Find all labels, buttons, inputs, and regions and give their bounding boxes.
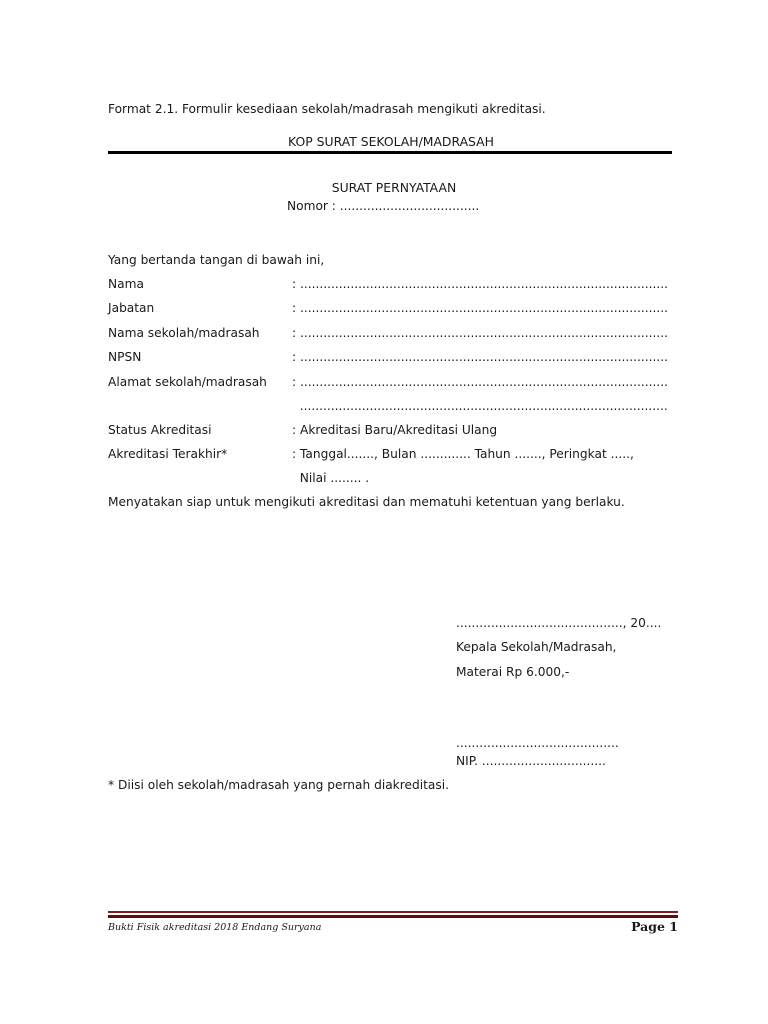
signature-title: Kepala Sekolah/Madrasah,	[456, 640, 617, 654]
field-label-alamat: Alamat sekolah/madrasah	[108, 375, 267, 389]
letterhead-placeholder	[0, 134, 768, 149]
letterhead-text: KOP SURAT SEKOLAH/MADRASAH	[288, 134, 494, 149]
document-number: Nomor : ....................................	[287, 199, 480, 213]
field-value-alamat: : ...............................................................................................	[292, 375, 669, 389]
field-value-nilai: Nilai ........ .	[292, 471, 370, 485]
statement-text: Menyatakan siap untuk mengikuti akreditasi dan mematuhi ketentuan yang berlaku.	[108, 495, 625, 509]
signature-materai: Materai Rp 6.000,-	[456, 665, 570, 679]
field-label-nama-sekolah: Nama sekolah/madrasah	[108, 326, 260, 340]
document-title	[0, 180, 768, 195]
signature-nip: NIP. ................................	[456, 754, 606, 768]
format-caption: Format 2.1. Formulir kesediaan sekolah/madrasah mengikuti akreditasi.	[108, 102, 546, 116]
field-value-alamat-cont: ...............................................................................................	[292, 399, 668, 413]
signature-date: ..........................................., 20....	[456, 616, 662, 630]
footnote: * Diisi oleh sekolah/madrasah yang pernah diakreditasi.	[108, 778, 449, 792]
intro-text: Yang bertanda tangan di bawah ini,	[108, 253, 325, 267]
field-label-npsn: NPSN	[108, 350, 142, 364]
field-value-jabatan: : ...............................................................................................	[292, 301, 669, 315]
footer-divider-thin	[108, 911, 678, 913]
field-value-npsn: : ...............................................................................................	[292, 350, 669, 364]
field-value-status: : Akreditasi Baru/Akreditasi Ulang	[292, 423, 498, 437]
field-value-nama-sekolah: : ...............................................................................................	[292, 326, 669, 340]
footer-divider-thick	[108, 915, 678, 918]
field-label-status: Status Akreditasi	[108, 423, 212, 437]
signature-name-line: ..........................................	[456, 736, 619, 750]
field-value-nama: : ...............................................................................................	[292, 277, 669, 291]
field-label-akreditasi-terakhir: Akreditasi Terakhir*	[108, 447, 228, 461]
field-label-nama: Nama	[108, 277, 144, 291]
footer-text: Bukti Fisik akreditasi 2018 Endang Suryana	[108, 922, 322, 933]
letterhead-divider	[108, 151, 672, 154]
field-value-akreditasi-terakhir: : Tanggal......., Bulan ............. Tahun ......., Peringkat .....,	[292, 447, 634, 461]
document-title-text: SURAT PERNYATAAN	[331, 180, 457, 195]
field-label-jabatan: Jabatan	[108, 301, 155, 315]
page-number: Page 1	[631, 919, 678, 934]
